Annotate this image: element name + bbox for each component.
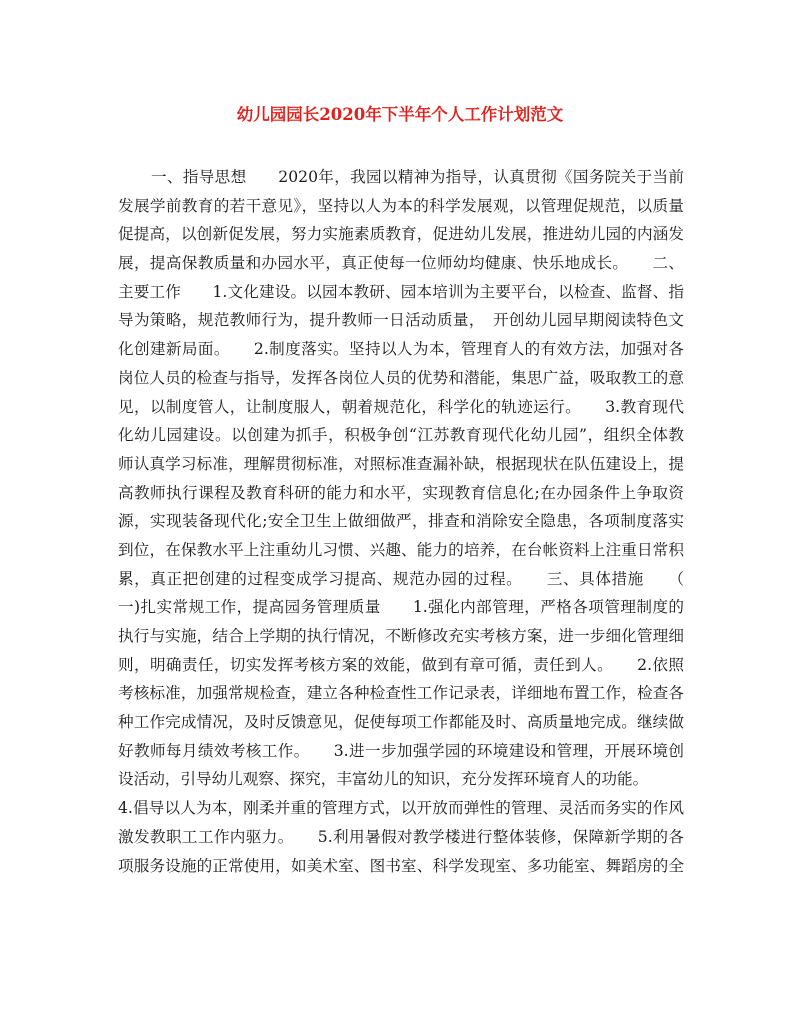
body-line: 化创建新局面。 2.制度落实。坚持以人为本，管理育人的有效方法，加强对各 — [118, 340, 684, 359]
body-line: 激发教职工工作内驱力。 5.利用暑假对教学楼进行整体装修，保障新学期的各 — [118, 827, 684, 846]
document-body — [118, 163, 684, 880]
body-line: 考核标准，加强常规检查，建立各种检查性工作记录表，详细地布置工作，检查各 — [118, 684, 684, 703]
body-line: 高教师执行课程及教育科研的能力和水平，实现教育信息化;在办园条件上争取资 — [118, 483, 684, 502]
body-line: 化幼儿园建设。以创建为抓手，积极争创“江苏教育现代化幼儿园”，组织全体教 — [118, 426, 684, 445]
body-line: 4.倡导以人为本，刚柔并重的管理方式，以开放而弹性的管理、灵活而务实的作风 — [118, 799, 684, 818]
body-line: 执行与实施，结合上学期的执行情况，不断修改充实考核方案，进一步细化管理细 — [118, 627, 684, 645]
body-line: 种工作完成情况，及时反馈意见，促使每项工作都能及时、高质量地完成。继续做 — [118, 713, 684, 732]
body-line: 好教师每月绩效考核工作。 3.进一步加强学园的环境建设和管理，开展环境创 — [118, 741, 684, 760]
body-line: 则，明确责任，切实发挥考核方案的效能，做到有章可循，责任到人。 2.依照 — [118, 655, 684, 674]
document-title: 幼儿园园长2020年下半年个人工作计划范文 — [236, 105, 564, 124]
body-line: 一、指导思想 2020年，我园以精神为指导，认真贯彻《国务院关于当前 — [151, 168, 684, 186]
body-line: 一)扎实常规工作，提高园务管理质量 1.强化内部管理，严格各项管理制度的 — [118, 598, 684, 617]
body-line: 源，实现装备现代化;安全卫生上做细做严，排查和消除安全隐患，各项制度落实 — [118, 512, 684, 531]
body-line: 到位，在保教水平上注重幼儿习惯、兴趣、能力的培养，在台帐资料上注重日常积 — [118, 540, 684, 559]
body-line: 促提高，以创新促发展，努力实施素质教育，促进幼儿发展，推进幼儿园的内涵发 — [118, 225, 684, 244]
body-line: 累，真正把创建的过程变成学习提高、规范办园的过程。 三、具体措施 （ — [118, 569, 684, 588]
body-line: 项服务设施的正常使用，如美术室、图书室、科学发现室、多功能室、舞蹈房的全 — [118, 856, 684, 875]
body-line: 主要工作 1.文化建设。以园本教研、园本培训为主要平台，以检查、监督、指 — [118, 282, 684, 301]
body-line: 师认真学习标准，理解贯彻标准，对照标准查漏补缺，根据现状在队伍建设上，提 — [118, 454, 684, 473]
body-line: 展，提高保教质量和办园水平，真正使每一位师幼均健康、快乐地成长。 二、 — [118, 254, 684, 273]
body-line: 导为策略，规范教师行为，提升教师一日活动质量， 开创幼儿园早期阅读特色文 — [118, 311, 684, 330]
body-line: 见，以制度管人，让制度服人，朝着规范化，科学化的轨迹运行。 3.教育现代 — [118, 397, 684, 416]
body-line: 发展学前教育的若干意见》，坚持以人为本的科学发展观，以管理促规范，以质量 — [118, 196, 684, 215]
body-line: 岗位人员的检查与指导，发挥各岗位人员的优势和潜能，集思广益，吸取教工的意 — [118, 368, 684, 387]
body-line: 设活动，引导幼儿观察、探究，丰富幼儿的知识，充分发挥环境育人的功能。 — [118, 770, 649, 789]
